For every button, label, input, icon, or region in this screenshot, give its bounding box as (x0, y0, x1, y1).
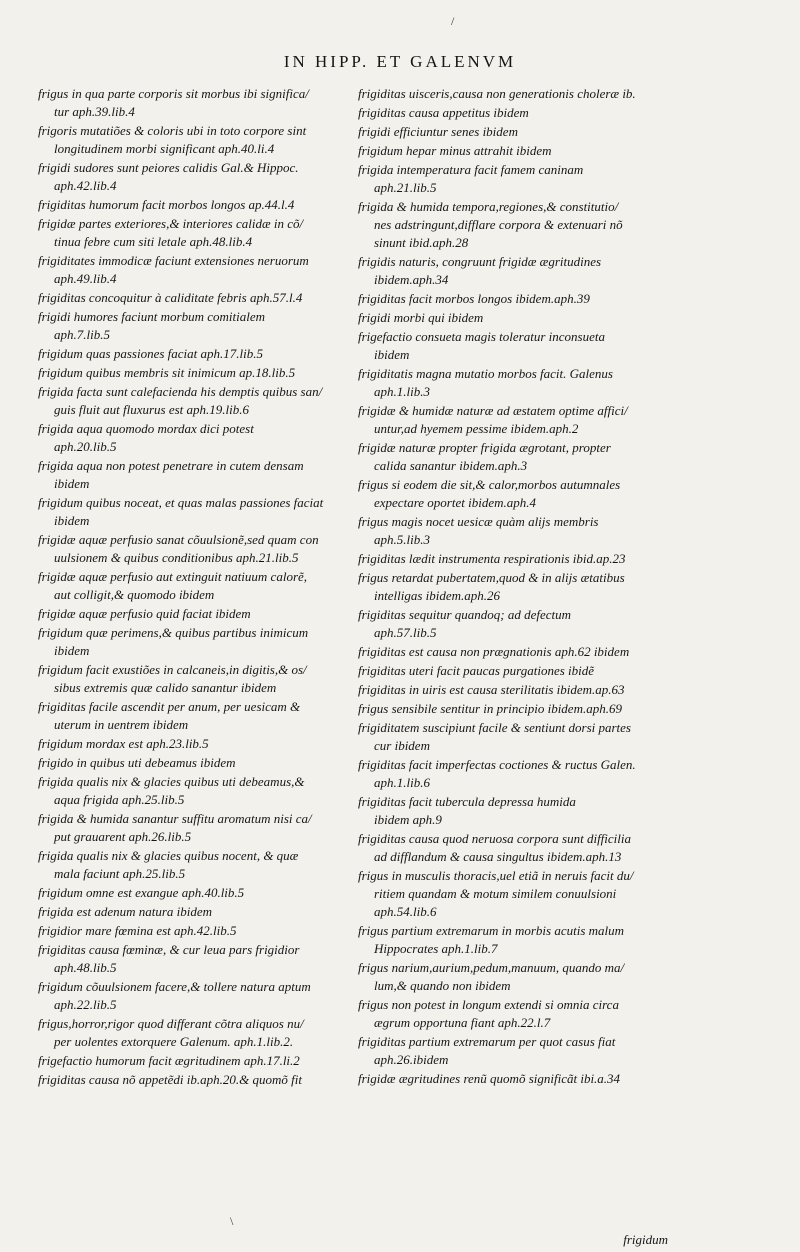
entry-line: frigiditas est causa non prægnationis aph.62 ibidem (358, 644, 630, 659)
entry-line: frigidæ partes exteriores,& interiores calidæ in cõ/ (38, 216, 304, 231)
index-entry (358, 922, 673, 958)
entry-continuation: aut colligit,& quomodo ibidem (54, 587, 215, 602)
entry-continuation: tur aph.39.lib.4 (54, 104, 135, 119)
index-entry (38, 810, 353, 846)
index-entry (358, 700, 673, 718)
entry-line: frigefactio humorum facit ægritudinem aph.17.li.2 (38, 1053, 300, 1068)
index-entry (38, 289, 353, 307)
entry-line: frigidæ & humidæ naturæ ad æstatem optime affici/ (358, 403, 628, 418)
entry-line: frigiditas concoquitur à caliditate febris aph.57.l.4 (38, 290, 303, 305)
entry-line: frigiditas facit imperfectas coctiones & ructus Galen. (358, 757, 636, 772)
entry-line: frigida aqua quomodo mordax dici potest (38, 421, 254, 436)
index-entry (38, 345, 353, 363)
index-entry (38, 494, 353, 530)
index-entry (358, 476, 673, 512)
entry-line: frigidis naturis, congruunt frigidæ ægritudines (358, 254, 602, 269)
index-entry (38, 215, 353, 251)
index-entry (38, 383, 353, 419)
index-entry (358, 959, 673, 995)
entry-line: frigus sensibile sentitur in principio ibidem.aph.69 (358, 701, 622, 716)
entry-line: frigido in quibus uti debeamus ibidem (38, 755, 236, 770)
entry-continuation: aph.54.lib.6 (374, 904, 437, 919)
entry-line: frigida qualis nix & glacies quibus nocent, & quæ (38, 848, 299, 863)
entry-continuation: longitudinem morbi significant aph.40.li.4 (54, 141, 275, 156)
index-entry (38, 735, 353, 753)
entry-line: frigida & humida sanantur suffitu aromatum nisi ca/ (38, 811, 312, 826)
entry-continuation: sinunt ibid.aph.28 (374, 235, 469, 250)
index-entry (358, 569, 673, 605)
index-column-right (358, 85, 673, 1089)
entry-continuation: lum,& quando non ibidem (374, 978, 511, 993)
entry-line: frigida est adenum natura ibidem (38, 904, 213, 919)
index-entry (38, 624, 353, 660)
entry-line: frigidum quibus noceat, et quas malas passiones faciat (38, 495, 324, 510)
index-entry (358, 142, 673, 160)
entry-line: frigiditas sequitur quandoq; ad defectum (358, 607, 572, 622)
index-entry (38, 661, 353, 697)
entry-line: frigiditas humorum facit morbos longos ap.44.l.4 (38, 197, 295, 212)
index-entry (358, 402, 673, 438)
entry-line: frigidum omne est exangue aph.40.lib.5 (38, 885, 245, 900)
index-entry (358, 104, 673, 122)
entry-line: frigidum hepar minus attrahit ibidem (358, 143, 552, 158)
entry-line: frigoris mutatiões & coloris ubi in toto corpore sint (38, 123, 307, 138)
entry-line: frigidi morbi qui ibidem (358, 310, 484, 325)
entry-continuation: aph.49.lib.4 (54, 271, 117, 286)
entry-line: frigiditas uisceris,causa non generationis choleræ ib. (358, 86, 636, 101)
entry-continuation: aph.26.ibidem (374, 1052, 449, 1067)
index-entry (358, 681, 673, 699)
entry-line: frigidum quæ perimens,& quibus partibus inimicum (38, 625, 309, 640)
index-entry (38, 605, 353, 623)
entry-line: frigidum quas passiones faciat aph.17.lib.5 (38, 346, 263, 361)
entry-continuation: aph.20.lib.5 (54, 439, 117, 454)
entry-continuation: ibidem aph.9 (374, 812, 442, 827)
index-entry (38, 698, 353, 734)
index-entry (38, 252, 353, 288)
index-entry (358, 290, 673, 308)
index-entry (38, 531, 353, 567)
entry-continuation: aph.57.lib.5 (374, 625, 437, 640)
entry-continuation: ritiem quandam & motum similem conuulsioni (374, 886, 617, 901)
index-entry (358, 996, 673, 1032)
entry-continuation: guis fluit aut fluxurus est aph.19.lib.6 (54, 402, 250, 417)
entry-continuation: ibidem (374, 347, 410, 362)
index-column-left (38, 85, 353, 1090)
entry-line: frigiditas lædit instrumenta respirationis ibid.ap.23 (358, 551, 626, 566)
entry-line: frigus,horror,rigor quod differant cõtra aliquos nu/ (38, 1016, 304, 1031)
entry-continuation: untur,ad hyemem pessime ibidem.aph.2 (374, 421, 579, 436)
index-entry (358, 161, 673, 197)
entry-continuation: ægrum opportuna fiant aph.22.l.7 (374, 1015, 551, 1030)
index-entry (358, 198, 673, 252)
index-entry (38, 196, 353, 214)
entry-line: frigidæ naturæ propter frigida ægrotant, propter (358, 440, 611, 455)
entry-continuation: aph.5.lib.3 (374, 532, 430, 547)
index-entry (38, 884, 353, 902)
entry-continuation: aph.1.lib.6 (374, 775, 430, 790)
entry-line: frigiditas partium extremarum per quot casus fiat (358, 1034, 616, 1049)
entry-line: frigus in qua parte corporis sit morbus ibi significa/ (38, 86, 309, 101)
entry-line: frigida facta sunt calefacienda his demptis quibus san/ (38, 384, 323, 399)
entry-line: frigiditas causa quod neruosa corpora sunt difficilia (358, 831, 632, 846)
entry-continuation: aqua frigida aph.25.lib.5 (54, 792, 185, 807)
entry-continuation: ibidem (54, 643, 90, 658)
index-entry (358, 719, 673, 755)
index-entry (358, 643, 673, 661)
index-entry (38, 364, 353, 382)
entry-continuation: tinua febre cum siti letale aph.48.lib.4 (54, 234, 253, 249)
entry-continuation: aph.42.lib.4 (54, 178, 117, 193)
index-entry (358, 606, 673, 642)
entry-continuation: Hippocrates aph.1.lib.7 (374, 941, 498, 956)
index-entry (38, 568, 353, 604)
entry-line: frigidæ aquæ perfusio quid faciat ibidem (38, 606, 251, 621)
entry-line: frigiditas causa nõ appetẽdi ib.aph.20.& quomõ fit (38, 1072, 302, 1087)
entry-line: frigus partium extremarum in morbis acutis malum (358, 923, 625, 938)
entry-line: frigefactio consueta magis toleratur inconsueta (358, 329, 605, 344)
margin-mark-top: / (451, 14, 455, 28)
index-entry (358, 365, 673, 401)
entry-line: frigus in musculis thoracis,uel etiã in neruis facit du/ (358, 868, 634, 883)
entry-line: frigida qualis nix & glacies quibus uti debeamus,& (38, 774, 305, 789)
index-entry (358, 85, 673, 103)
entry-line: frigiditates immodicæ faciunt extensiones neruorum (38, 253, 309, 268)
entry-line: frigidum facit exustiões in calcaneis,in digitis,& os/ (38, 662, 307, 677)
entry-line: frigus narium,aurium,pedum,manuum, quando ma/ (358, 960, 625, 975)
entry-continuation: aph.1.lib.3 (374, 384, 430, 399)
entry-line: frigidi sudores sunt peiores calidis Gal.& Hippoc. (38, 160, 299, 175)
entry-continuation: aph.21.lib.5 (374, 180, 437, 195)
index-entry (358, 1070, 673, 1088)
entry-line: frigiditas facit morbos longos ibidem.aph.39 (358, 291, 590, 306)
entry-line: frigiditas causa fœminæ, & cur leua pars frigidior (38, 942, 300, 957)
entry-line: frigiditas facile ascendit per anum, per uesicam & (38, 699, 301, 714)
entry-continuation: ibidem (54, 476, 90, 491)
entry-continuation: ibidem (54, 513, 90, 528)
index-entry (38, 457, 353, 493)
entry-line: frigus retardat pubertatem,quod & in alijs ætatibus (358, 570, 625, 585)
index-entry (38, 159, 353, 195)
index-entry (358, 793, 673, 829)
entry-line: frigus si eodem die sit,& calor,morbos autumnales (358, 477, 621, 492)
entry-line: frigidum quibus membris sit inimicum ap.18.lib.5 (38, 365, 296, 380)
entry-line: frigidæ aquæ perfusio aut extinguit natiuum calorẽ, (38, 569, 308, 584)
entry-line: frigidior mare fœmina est aph.42.lib.5 (38, 923, 237, 938)
index-entry (38, 773, 353, 809)
index-entry (38, 420, 353, 456)
entry-continuation: calida sanantur ibidem.aph.3 (374, 458, 528, 473)
index-entry (358, 867, 673, 921)
index-entry (358, 662, 673, 680)
margin-mark-bottom: \ (230, 1214, 234, 1228)
index-entry (358, 328, 673, 364)
index-entry (358, 1033, 673, 1069)
index-entry (38, 847, 353, 883)
entry-line: frigiditas in uiris est causa sterilitatis ibidem.ap.63 (358, 682, 625, 697)
index-entry (358, 253, 673, 289)
entry-line: frigidæ ægritudines renũ quomõ significãt ibi.a.34 (358, 1071, 621, 1086)
index-entry (358, 756, 673, 792)
entry-line: frigidum mordax est aph.23.lib.5 (38, 736, 209, 751)
index-entry (38, 308, 353, 344)
entry-continuation: sibus extremis quæ calido sanantur ibidem (54, 680, 277, 695)
index-entry (38, 1052, 353, 1070)
index-entry (38, 978, 353, 1014)
index-entry (358, 123, 673, 141)
entry-continuation: uterum in uentrem ibidem (54, 717, 189, 732)
entry-continuation: cur ibidem (374, 738, 430, 753)
index-entry (38, 941, 353, 977)
entry-line: frigus magis nocet uesicæ quàm alijs membris (358, 514, 599, 529)
entry-line: frigida intemperatura facit famem caninam (358, 162, 584, 177)
index-entry (38, 754, 353, 772)
entry-continuation: aph.22.lib.5 (54, 997, 117, 1012)
index-entry (358, 309, 673, 327)
index-entry (358, 439, 673, 475)
entry-line: frigiditas facit tubercula depressa humida (358, 794, 576, 809)
entry-continuation: per uolentes extorquere Galenum. aph.1.lib.2. (54, 1034, 294, 1049)
catchword: frigidum (623, 1232, 668, 1247)
index-entry (38, 1071, 353, 1089)
entry-line: frigiditas causa appetitus ibidem (358, 105, 529, 120)
index-entry (358, 550, 673, 568)
entry-line: frigiditatem suscipiunt facile & sentiunt dorsi partes (358, 720, 631, 735)
entry-continuation: mala faciunt aph.25.lib.5 (54, 866, 186, 881)
entry-line: frigiditatis magna mutatio morbos facit. Galenus (358, 366, 613, 381)
entry-continuation: ibidem.aph.34 (374, 272, 449, 287)
entry-line: frigidum cõuulsionem facere,& tollere natura aptum (38, 979, 311, 994)
index-entry (38, 122, 353, 158)
entry-line: frigidi efficiuntur senes ibidem (358, 124, 518, 139)
entry-line: frigidi humores faciunt morbum comitialem (38, 309, 266, 324)
entry-line: frigus non potest in longum extendi si omnia circa (358, 997, 619, 1012)
running-header: IN HIPP. ET GALENVM (283, 52, 517, 71)
entry-continuation: uulsionem & quibus conditionibus aph.21.lib.5 (54, 550, 299, 565)
entry-continuation: nes adstringunt,difflare corpora & extenuari nõ (374, 217, 623, 232)
entry-continuation: ad difflandum & causa singultus ibidem.aph.13 (374, 849, 622, 864)
index-entry (358, 830, 673, 866)
index-entry (38, 922, 353, 940)
index-entry (38, 1015, 353, 1051)
entry-line: frigida aqua non potest penetrare in cutem densam (38, 458, 304, 473)
entry-line: frigida & humida tempora,regiones,& constitutio/ (358, 199, 619, 214)
entry-continuation: aph.48.lib.5 (54, 960, 117, 975)
entry-continuation: expectare oportet ibidem.aph.4 (374, 495, 536, 510)
entry-continuation: aph.7.lib.5 (54, 327, 110, 342)
index-entry (358, 513, 673, 549)
entry-line: frigidæ aquæ perfusio sanat cõuulsionẽ,sed quam con (38, 532, 319, 547)
index-entry (38, 903, 353, 921)
entry-continuation: put grauarent aph.26.lib.5 (54, 829, 192, 844)
entry-line: frigiditas uteri facit paucas purgationes ibidẽ (358, 663, 595, 678)
index-entry (38, 85, 353, 121)
entry-continuation: intelligas ibidem.aph.26 (374, 588, 501, 603)
